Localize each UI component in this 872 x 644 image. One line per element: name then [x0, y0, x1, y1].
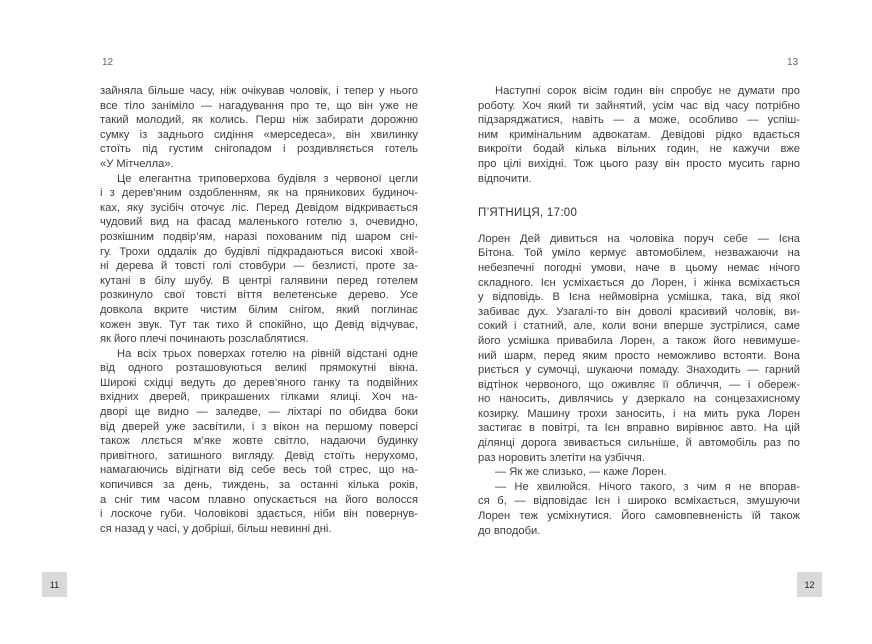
text-line: Лорен Дей дивиться на чоловіка поруч себе — Ієна: [478, 232, 800, 245]
text-line: його усмішка привабила Лорен, а також його невимуше-: [478, 334, 800, 347]
paragraph: [478, 232, 800, 466]
text-line: стоїть під густим снігопадом і роздивляється готель: [100, 143, 418, 156]
body-text: [100, 84, 418, 536]
text-line: забиває дух. Узагалі-то він доволі красивий чоловік, ви-: [478, 305, 800, 318]
text-line: — Як же слизько, — каже Лорен.: [495, 466, 667, 479]
text-line: гу. Трохи оддалік до будівлі підкрадаються високі хвой-: [100, 245, 418, 258]
text-line: раз норовить злетіти на узбіччя.: [478, 451, 645, 464]
text-line: розкинуло свої товсті віття велетенське дерево. Усе: [100, 289, 418, 302]
text-line: На всіх трьох поверхах готелю на рівній відстані одне: [117, 347, 418, 360]
text-line: і лоскоче губи. Чоловікові здається, ніби він повернув-: [100, 508, 418, 521]
text-line: сокий і статний, але, коли вони вперше зустрілися, саме: [478, 320, 800, 333]
text-line: ся б, — відповідає Ієн і широко всміхається, змушуючи: [478, 495, 800, 508]
text-line: а сніг тим часом плавно опускається на його волосся: [100, 493, 418, 506]
paragraph: [478, 465, 800, 480]
text-line: про цілі вихідні. Тож цього разу він просто мусить гарно: [478, 157, 800, 170]
text-line: і з дерев’яним оздобленням, як на пряникових будиноч-: [100, 187, 418, 200]
text-line: небезпечні погодні умови, наче в цьому немає нічого: [478, 261, 800, 274]
text-line: складного. Ієн усміхається до Лорен, і жінка всміхається: [478, 276, 800, 289]
text-line: Лорен теж усміхнутися. Його самовпевненість їй також: [478, 510, 800, 523]
text-line: такий молодий, як колись. Перш ніж забирати дорожню: [100, 114, 418, 127]
text-line: до вподоби.: [478, 524, 541, 537]
paragraph: [100, 84, 418, 172]
text-line: вхідних дверей, прикрашених гілками ялиці. Хоч на-: [100, 391, 418, 404]
running-page-number: 12: [102, 57, 114, 68]
text-line: Наступні сорок вісім годин він спробує не думати про: [495, 85, 800, 97]
text-line: у відповідь. В Ієна неймовірна усмішка, така, від якої: [478, 291, 800, 304]
text-line: також ллється м’яке жовте світло, надаючи будинку: [100, 435, 418, 448]
right-page: [436, 0, 872, 644]
text-line: намагаючись відігнати від себе весь той стрес, що на-: [100, 464, 418, 477]
body-text: [478, 84, 800, 538]
text-line: Це елегантна триповерхова будівля з червоної цегли: [117, 172, 418, 185]
text-line: ках, яку зусібіч оточує ліс. Перед Девідом відкривається: [100, 201, 418, 214]
text-line: риється у сумочці, шукаючи помаду. Знаходить — гарний: [478, 364, 800, 377]
text-line: роботу. Хоч який ти зайнятий, усім час від часу потрібно: [478, 99, 800, 112]
folio-badge: 12: [797, 572, 822, 597]
text-line: сумку із заднього сидіння «мерседеса», він хвилинку: [100, 128, 418, 141]
text-line: розкішним подвір’ям, наразі похованим під шаром сні-: [100, 230, 418, 243]
text-line: кутані в білу шубу. В центрі галявини перед готелем: [100, 274, 418, 287]
text-line: застигає в повітрі, та Ієн вправно вирівнює авто. На цій: [478, 422, 800, 435]
text-line: привітного, затишного вигляду. Девід стоїть нерухомо,: [100, 449, 418, 462]
text-line: ні дерева й товсті голі стовбури — безлисті, проте за-: [100, 260, 418, 273]
paragraph: [100, 172, 418, 347]
text-line: підзаряджатися, навіть — а може, особливо — успіш-: [478, 114, 800, 127]
text-line: копичився за день, тиждень, за останні кілька років,: [100, 479, 418, 492]
paragraph: [100, 347, 418, 537]
running-page-number: 13: [787, 57, 799, 68]
text-line: зайняла більше часу, ніж очікував чоловік, і тепер у нього: [100, 85, 418, 97]
text-line: чудовий вид на фасад маленького готелю з, очевидно,: [100, 216, 418, 229]
text-line: Бітона. Той уміло кермує автомобілем, незважаючи на: [478, 247, 800, 260]
text-line: відтінок червоного, що оживляє її обличчя, — і обереж-: [478, 378, 800, 391]
text-line: ся назад у часі, у добріші, більш невинні дні.: [100, 522, 332, 535]
text-line: ний шарм, перед яким просто неможливо встояти. Вона: [478, 349, 800, 362]
text-line: козирку. Машину трохи заносить, і на мить рука Лорен: [478, 407, 800, 420]
paragraph: [478, 480, 800, 538]
text-line: Широкі східці ведуть до дерев’яного ганку та подвійних: [100, 376, 418, 389]
text-line: но наносить, дивлячись у дзеркало на сонцезахисному: [478, 393, 800, 406]
text-line: кожен звук. Тут так тихо й спокійно, що Девід відчуває,: [100, 318, 418, 331]
text-line: дворі ще видно — заледве, — ліхтарі по обидва боки: [100, 406, 418, 419]
paragraph: [478, 84, 800, 186]
text-line: ним кримінальним адвокатам. Девідові рідко вдається: [478, 128, 800, 141]
text-line: від дверей уже засвітили, і з вікон на першому поверсі: [100, 420, 418, 433]
text-line: від одного розташовуються великі прямокутні вікна.: [100, 362, 418, 375]
section-heading: П’ЯТНИЦЯ, 17:00: [478, 207, 578, 220]
text-line: ділянці дорога звивається сильніше, й автомобіль раз по: [478, 437, 800, 450]
text-line: викроїти бодай кілька вільних годин, не кажучи вже: [478, 143, 800, 156]
text-line: все тіло заніміло — нагадування про те, що він уже не: [100, 99, 418, 112]
folio-badge: 11: [42, 572, 67, 597]
text-line: відпочити.: [478, 172, 532, 185]
text-line: — Не хвилюйся. Нічого такого, з чим я не впорав-: [495, 480, 800, 493]
text-line: як його плечі починають розслаблятися.: [100, 333, 309, 346]
text-line: «У Мітчелла».: [100, 157, 174, 170]
text-line: довкола вкрите чистим білим снігом, який поглинає: [100, 303, 418, 316]
